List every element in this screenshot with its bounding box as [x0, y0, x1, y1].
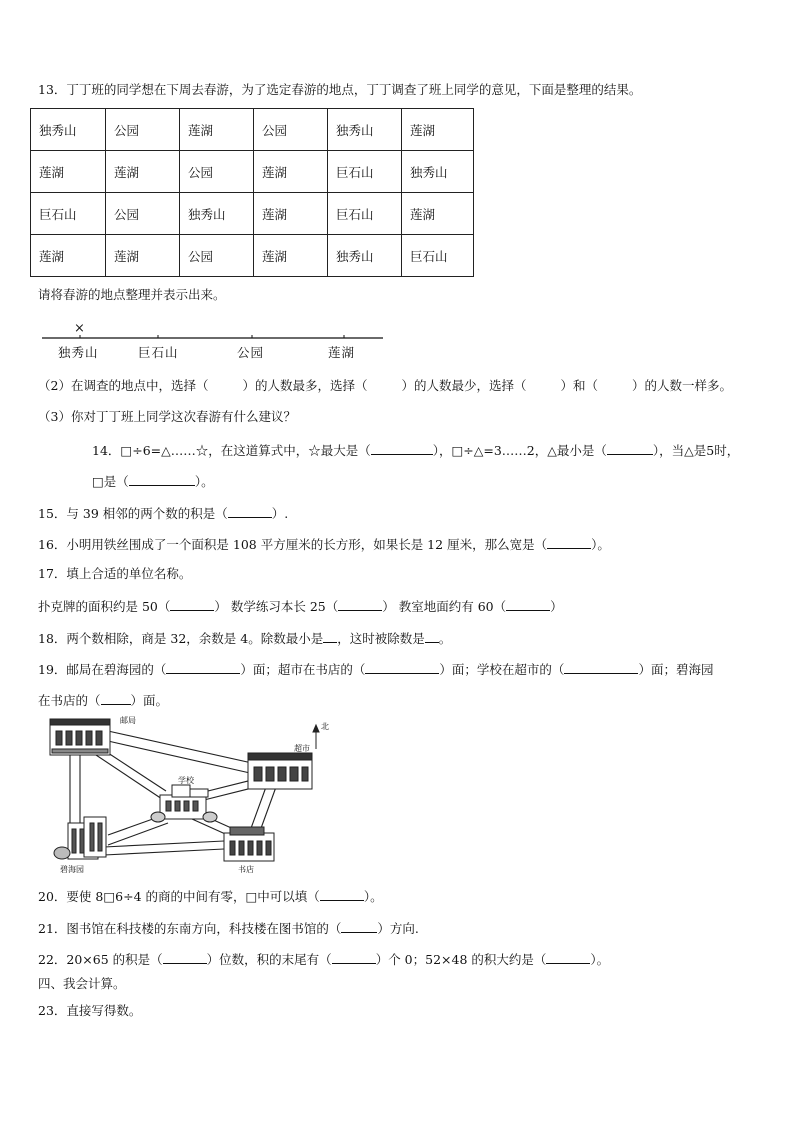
map-label-supermarket: 超市 — [294, 744, 310, 753]
map-label-north: 北 — [321, 722, 329, 731]
survey-cell: 公园 — [106, 193, 180, 235]
q22-blank-3[interactable] — [546, 949, 590, 964]
map-drawing — [40, 713, 330, 875]
axis-label-lake: 莲湖 — [328, 345, 356, 360]
map-label-garden: 碧海园 — [60, 865, 84, 874]
survey-cell: 莲湖 — [180, 109, 254, 151]
q17-blank-2[interactable] — [338, 596, 382, 611]
map-label-bookstore: 书店 — [238, 865, 254, 874]
q16-blank[interactable] — [547, 534, 591, 549]
survey-cell: 公园 — [254, 109, 328, 151]
survey-cell: 莲湖 — [254, 151, 328, 193]
survey-table — [30, 108, 474, 277]
survey-cell: 莲湖 — [31, 151, 106, 193]
q14-blank-1[interactable] — [371, 440, 433, 455]
q21: 21．图书馆在科技楼的东南方向，科技楼在图书馆的（ ）方向. — [38, 918, 419, 938]
map-label-school: 学校 — [178, 776, 194, 785]
supermarket-building — [248, 753, 312, 789]
q20-blank[interactable] — [320, 886, 364, 901]
survey-cell: 巨石山 — [328, 193, 402, 235]
q20: 20．要使 8□6÷4 的商的中间有零，□中可以填（ ）。 — [38, 886, 383, 906]
q17-blank-3[interactable] — [506, 596, 550, 611]
survey-cell: 莲湖 — [254, 235, 328, 277]
q13-instruction: 请将春游的地点整理并表示出来。 — [38, 287, 226, 302]
q19-line2: 在书店的（ ）面。 — [38, 690, 168, 710]
survey-cell: 巨石山 — [402, 235, 474, 277]
q19-blank-2[interactable] — [365, 659, 439, 674]
q18-blank-2[interactable] — [425, 628, 439, 643]
map-label-post-office: 邮局 — [120, 716, 136, 725]
survey-row — [31, 193, 474, 235]
q15: 15．与 39 相邻的两个数的积是（ ）. — [38, 503, 288, 523]
survey-row — [31, 109, 474, 151]
q19-blank-4[interactable] — [101, 690, 131, 705]
q16: 16．小明用铁丝围成了一个面积是 108 平方厘米的长方形，如果长是 12 厘米，那么宽是（ ）。 — [38, 534, 610, 554]
survey-cell: 莲湖 — [106, 235, 180, 277]
axis-label-park: 公园 — [237, 345, 265, 360]
survey-cell: 莲湖 — [106, 151, 180, 193]
q15-blank[interactable] — [228, 503, 272, 518]
survey-cell: 独秀山 — [328, 235, 402, 277]
survey-cell: 莲湖 — [402, 109, 474, 151]
axis-label-dxs: 独秀山 — [58, 345, 99, 360]
survey-cell: 独秀山 — [328, 109, 402, 151]
tally-mark: × — [74, 321, 85, 336]
survey-cell: 公园 — [180, 151, 254, 193]
school-building — [151, 785, 217, 822]
survey-cell: 莲湖 — [254, 193, 328, 235]
survey-cell: 公园 — [180, 235, 254, 277]
survey-row — [31, 151, 474, 193]
survey-cell: 巨石山 — [328, 151, 402, 193]
location-map — [40, 713, 330, 875]
tally-axis-line — [40, 322, 385, 344]
survey-cell: 巨石山 — [31, 193, 106, 235]
q17-blank-1[interactable] — [170, 596, 214, 611]
north-arrow-icon — [313, 725, 319, 749]
q13-part3: （3）你对丁丁班上同学这次春游有什么建议？ — [38, 409, 296, 424]
survey-cell: 独秀山 — [180, 193, 254, 235]
q14-line1: 14．□÷6=△……☆，在这道算式中，☆最大是（ ），□÷△=3……2，△最小是（ ），当△是5时， — [92, 440, 739, 460]
garden-building — [54, 817, 106, 859]
q18-blank-1[interactable] — [323, 628, 337, 643]
q19-blank-3[interactable] — [564, 659, 638, 674]
q13-part2: （2）在调查的地点中，选择（ ）的人数最多，选择（ ）的人数最少，选择（ ）和（ ）的人数一样多。 — [38, 378, 733, 393]
axis-label-jss: 巨石山 — [138, 345, 179, 360]
q21-blank[interactable] — [341, 918, 377, 933]
q14-blank-2[interactable] — [607, 440, 653, 455]
q14-blank-3[interactable] — [129, 471, 195, 486]
survey-cell: 莲湖 — [31, 235, 106, 277]
q13-intro: 13．丁丁班的同学想在下周去春游，为了选定春游的地点，丁丁调查了班上同学的意见，下面是整理的结果。 — [38, 82, 642, 97]
survey-cell: 独秀山 — [402, 151, 474, 193]
bookstore-building — [224, 827, 274, 861]
section-4-heading: 四、我会计算。 — [38, 976, 126, 991]
q19-line1: 19．邮局在碧海园的（ ）面；超市在书店的（ ）面；学校在超市的（ ）面；碧海园 — [38, 659, 713, 679]
survey-row — [31, 235, 474, 277]
q19-blank-1[interactable] — [166, 659, 240, 674]
post-office-building — [50, 719, 110, 755]
q17-items: 扑克牌的面积约是 50（ ） 数学练习本长 25（ ） 教室地面约有 60（ ） — [38, 596, 563, 616]
q23: 23．直接写得数。 — [38, 1003, 142, 1018]
tally-axis — [40, 322, 385, 364]
survey-cell: 公园 — [106, 109, 180, 151]
q22-blank-2[interactable] — [332, 949, 376, 964]
q22: 22．20×65 的积是（ ）位数，积的末尾有（ ）个 0；52×48 的积大约是（ ）。 — [38, 949, 609, 969]
survey-cell: 独秀山 — [31, 109, 106, 151]
q17-title: 17．填上合适的单位名称。 — [38, 566, 192, 581]
survey-cell: 莲湖 — [402, 193, 474, 235]
q14-line2: □是（ ）。 — [92, 471, 214, 491]
q22-blank-1[interactable] — [163, 949, 207, 964]
q18: 18．两个数相除，商是 32，余数是 4。除数最小是 ，这时被除数是 。 — [38, 628, 451, 648]
